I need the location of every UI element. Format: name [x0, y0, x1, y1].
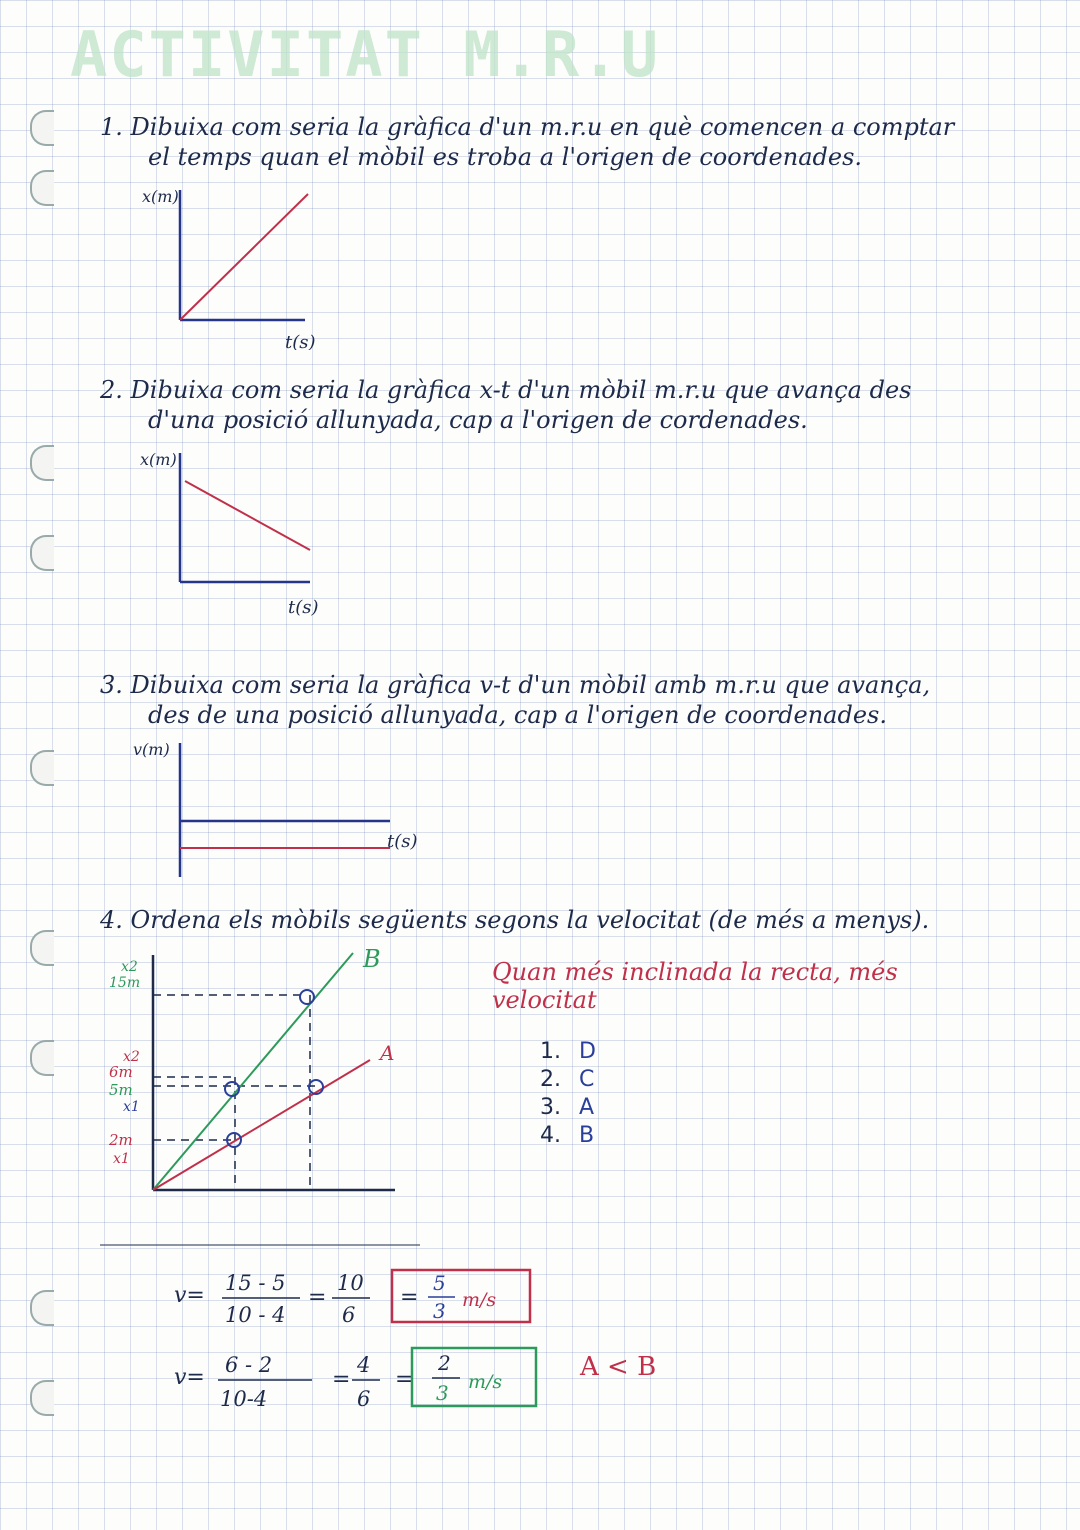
position-line — [185, 481, 310, 550]
unit: m/s — [468, 1371, 503, 1393]
binder-hole — [30, 445, 54, 481]
binder-hole — [30, 170, 54, 206]
question-2 — [100, 375, 912, 435]
y-label-sub: x2 — [121, 959, 138, 975]
note-line: Quan més inclinada la recta, més — [492, 958, 898, 986]
y-axis-label: x(m) — [142, 187, 179, 206]
equals: = — [308, 1285, 327, 1310]
ranking-list — [540, 1038, 596, 1150]
position-line — [180, 194, 308, 320]
line-b — [153, 953, 353, 1190]
list-item: 3. A — [540, 1095, 595, 1120]
question-text-line: Ordena els mòbils següents segons la velocitat (de més a menys). — [130, 906, 930, 934]
unit: m/s — [462, 1289, 497, 1311]
binder-hole — [30, 1380, 54, 1416]
equals: = — [400, 1285, 419, 1310]
y-label-5: 5m — [109, 1081, 133, 1099]
line-a — [153, 1060, 370, 1190]
list-item: 4. B — [540, 1123, 595, 1148]
denominator: 10 - 4 — [225, 1303, 286, 1327]
calculation-b — [170, 1262, 550, 1332]
y-label-sub: x2 — [123, 1049, 140, 1065]
denominator: 6 — [357, 1387, 371, 1411]
list-item: 2. C — [540, 1067, 595, 1092]
binder-hole — [30, 750, 54, 786]
question-text-line: Dibuixa com seria la gràfica x-t d'un mòbil m.r.u que avança des — [130, 376, 912, 404]
binder-hole — [30, 1040, 54, 1076]
question-text-line: d'una posició allunyada, cap a l'origen de cordenades. — [148, 406, 808, 434]
graph-q4 — [95, 945, 425, 1255]
note-line: velocitat — [492, 986, 597, 1014]
graph-q1 — [130, 180, 350, 350]
question-number: 4. — [100, 906, 123, 934]
result-denominator: 3 — [433, 1299, 446, 1323]
y-label-sub: x1 — [113, 1151, 130, 1167]
velocity-symbol: v= — [174, 1365, 205, 1390]
numerator: 4 — [357, 1353, 371, 1377]
velocity-symbol: v= — [174, 1283, 205, 1308]
result-denominator: 3 — [436, 1381, 449, 1405]
question-number: 1. — [100, 113, 123, 141]
comparison-text: A < B — [580, 1352, 657, 1382]
binder-hole — [30, 535, 54, 571]
question-1 — [100, 112, 954, 172]
graph-q2 — [130, 445, 350, 620]
rule-note — [492, 958, 898, 1014]
y-axis-label: x(m) — [140, 450, 177, 469]
question-text-line: des de una posició allunyada, cap a l'origen de coordenades. — [148, 701, 887, 729]
calculation-a — [170, 1342, 550, 1414]
page-title: ACTIVITAT M.R.U — [70, 18, 660, 91]
marked-points — [225, 990, 323, 1147]
numerator: 10 — [337, 1271, 364, 1295]
x-axis-label: t(s) — [387, 831, 418, 852]
x-axis-label: t(s) — [288, 597, 319, 618]
result-numerator: 2 — [438, 1351, 451, 1375]
numerator: 15 - 5 — [225, 1271, 286, 1295]
result-numerator: 5 — [433, 1271, 446, 1295]
question-text-line: Dibuixa com seria la gràfica d'un m.r.u en què comencen a comptar — [130, 113, 955, 141]
equals: = — [395, 1367, 414, 1392]
question-number: 2. — [100, 376, 123, 404]
y-label-15: 15m — [109, 975, 141, 991]
comparison — [580, 1352, 656, 1382]
question-3 — [100, 670, 930, 730]
label-b: B — [363, 945, 381, 973]
denominator: 10-4 — [220, 1387, 268, 1411]
graph-q3 — [125, 735, 455, 885]
binder-hole — [30, 110, 54, 146]
equals: = — [332, 1367, 351, 1392]
question-text-line: el temps quan el mòbil es troba a l'origen de coordenades. — [148, 143, 863, 171]
y-label-6: 6m — [109, 1063, 133, 1081]
y-label-sub: x1 — [123, 1099, 140, 1115]
binder-hole — [30, 930, 54, 966]
denominator: 6 — [342, 1303, 356, 1327]
question-4 — [100, 905, 929, 935]
binder-hole — [30, 1290, 54, 1326]
y-axis-label: v(m) — [133, 740, 170, 759]
numerator: 6 - 2 — [225, 1353, 273, 1377]
question-text-line: Dibuixa com seria la gràfica v-t d'un mòbil amb m.r.u que avança, — [130, 671, 931, 699]
label-a: A — [380, 1041, 395, 1065]
y-label-2: 2m — [109, 1131, 133, 1149]
x-axis-label: t(s) — [285, 332, 316, 350]
question-number: 3. — [100, 671, 123, 699]
list-item: 1. D — [540, 1039, 596, 1064]
